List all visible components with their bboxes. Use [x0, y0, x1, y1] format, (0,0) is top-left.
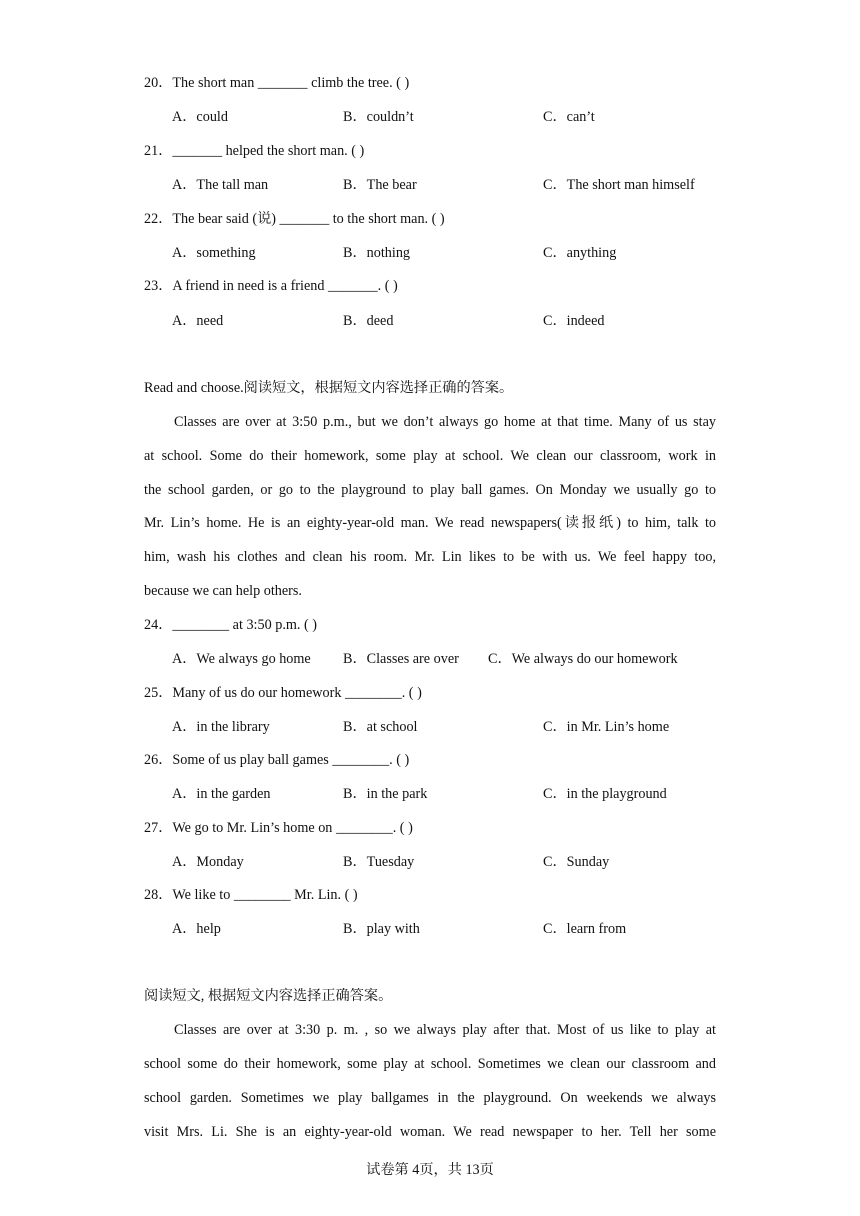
option-a: A．in the garden — [172, 786, 271, 802]
option-c: C．in Mr. Lin’s home — [543, 719, 670, 735]
option-a: A．We always go home — [172, 651, 311, 667]
option-c: C．We always do our homework — [488, 651, 678, 667]
option-c: C．indeed — [543, 313, 605, 329]
option-b: B．play with — [343, 921, 420, 937]
option-b: B．couldn’t — [343, 109, 414, 125]
passage-line: visit Mrs. Li. She is an eighty-year-old woman. We read newspaper to her. Tell her some — [144, 1124, 716, 1140]
question-21: 21．_______ helped the short man. ( ) — [144, 143, 365, 159]
passage-line: Classes are over at 3:30 p. m. , so we always play after that. Most of us like to play at — [174, 1022, 716, 1038]
option-a: A．in the library — [172, 719, 270, 735]
option-a: A．could — [172, 109, 228, 125]
question-23: 23．A friend in need is a friend _______. ( ) — [144, 278, 398, 294]
option-b: B．in the park — [343, 786, 428, 802]
passage-line: school garden. Sometimes we play ballgames in the playground. On weekends we always — [144, 1090, 716, 1106]
question-28: 28．We like to ________ Mr. Lin. ( ) — [144, 887, 358, 903]
page-footer: 试卷第 4页，共 13页 — [366, 1162, 494, 1178]
section-title: Read and choose.阅读短文，根据短文内容选择正确的答案。 — [144, 380, 514, 396]
option-c: C．learn from — [543, 921, 627, 937]
option-a: A．The tall man — [172, 177, 269, 193]
option-b: B．at school — [343, 719, 418, 735]
passage-line: the school garden, or go to the playground to play ball games. On Monday we usually go to — [144, 482, 716, 498]
option-b: B．The bear — [343, 177, 417, 193]
option-a: A．something — [172, 245, 256, 261]
option-c: C．in the playground — [543, 786, 667, 802]
question-22: 22．The bear said (说) _______ to the short man. ( ) — [144, 211, 445, 227]
passage-line: school some do their homework, some play at school. Sometimes we clean our classroom and — [144, 1056, 716, 1072]
option-c: C．anything — [543, 245, 617, 261]
option-a: A．help — [172, 921, 221, 937]
question-24: 24．________ at 3:50 p.m. ( ) — [144, 617, 317, 633]
option-b: B．Classes are over — [343, 651, 459, 667]
passage-line: at school. Some do their homework, some play at school. We clean our classroom, work in — [144, 448, 716, 464]
question-25: 25．Many of us do our homework ________. ( ) — [144, 685, 422, 701]
question-20: 20．The short man _______ climb the tree. ( ) — [144, 75, 410, 91]
option-b: B．Tuesday — [343, 854, 415, 870]
passage-line: Classes are over at 3:50 p.m., but we don’t always go home at that time. Many of us stay — [174, 414, 716, 430]
option-c: C．Sunday — [543, 854, 610, 870]
option-b: B．nothing — [343, 245, 411, 261]
question-27: 27．We go to Mr. Lin’s home on ________. ( ) — [144, 820, 413, 836]
option-a: A．need — [172, 313, 224, 329]
section-title: 阅读短文, 根据短文内容选择正确答案。 — [144, 988, 393, 1004]
question-26: 26．Some of us play ball games ________. ( ) — [144, 752, 410, 768]
passage-line: because we can help others. — [144, 583, 302, 599]
option-a: A．Monday — [172, 854, 244, 870]
passage-line: him, wash his clothes and clean his room. Mr. Lin likes to be with us. We feel happy too, — [144, 549, 716, 565]
option-c: C．The short man himself — [543, 177, 695, 193]
option-c: C．can’t — [543, 109, 595, 125]
option-b: B．deed — [343, 313, 394, 329]
passage-line: Mr. Lin’s home. He is an eighty-year-old man. We read newspapers(读报纸) to him, talk to — [144, 515, 716, 531]
